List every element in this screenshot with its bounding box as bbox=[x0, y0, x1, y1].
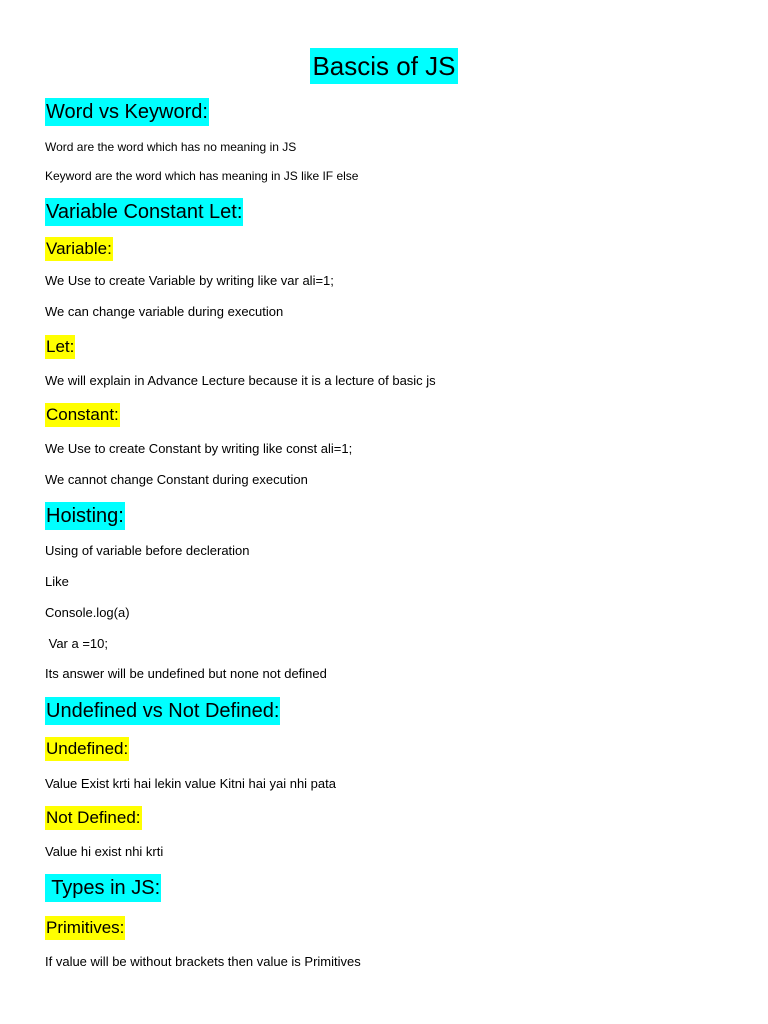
paragraph-hoisting-definition: Using of variable before decleration bbox=[45, 543, 250, 558]
paragraph-variable-change: We can change variable during execution bbox=[45, 304, 284, 319]
heading-types-in-js-row bbox=[45, 874, 161, 902]
paragraph-hoisting-answer: Its answer will be undefined but none not defined bbox=[45, 666, 327, 681]
heading-undefined-vs-not-defined: Undefined vs Not Defined: bbox=[45, 697, 280, 725]
paragraph-word-definition: Word are the word which has no meaning in JS bbox=[45, 140, 297, 154]
paragraph-keyword-definition: Keyword are the word which has meaning in JS like IF else bbox=[45, 169, 359, 183]
heading-word-vs-keyword-row bbox=[45, 98, 209, 126]
subheading-not-defined-row bbox=[45, 806, 142, 830]
subheading-undefined: Undefined: bbox=[45, 737, 129, 761]
subheading-undefined-row bbox=[45, 737, 129, 761]
paragraph-let-explain: We will explain in Advance Lecture because it is a lecture of basic js bbox=[45, 373, 436, 388]
subheading-not-defined: Not Defined: bbox=[45, 806, 142, 830]
subheading-let: Let: bbox=[45, 335, 75, 359]
heading-types-in-js: Types in JS: bbox=[45, 874, 161, 902]
heading-word-vs-keyword: Word vs Keyword: bbox=[45, 98, 209, 126]
paragraph-hoisting-like: Like bbox=[45, 574, 69, 589]
heading-hoisting-row bbox=[45, 502, 125, 530]
paragraph-hoisting-var: Var a =10; bbox=[45, 636, 108, 651]
paragraph-constant-create: We Use to create Constant by writing like const ali=1; bbox=[45, 441, 353, 456]
heading-undefined-vs-not-defined-row bbox=[45, 697, 280, 725]
paragraph-undefined-explain: Value Exist krti hai lekin value Kitni hai yai nhi pata bbox=[45, 776, 336, 791]
heading-variable-constant-let-row bbox=[45, 198, 243, 226]
paragraph-not-defined-explain: Value hi exist nhi krti bbox=[45, 844, 164, 859]
subheading-primitives-row bbox=[45, 916, 125, 940]
heading-hoisting: Hoisting: bbox=[45, 502, 125, 530]
subheading-let-row bbox=[45, 335, 75, 359]
subheading-variable: Variable: bbox=[45, 237, 113, 261]
title-container bbox=[0, 48, 768, 84]
subheading-variable-row bbox=[45, 237, 113, 261]
paragraph-variable-create: We Use to create Variable by writing like var ali=1; bbox=[45, 273, 334, 288]
subheading-constant: Constant: bbox=[45, 403, 120, 427]
subheading-primitives: Primitives: bbox=[45, 916, 125, 940]
heading-variable-constant-let: Variable Constant Let: bbox=[45, 198, 243, 226]
paragraph-hoisting-console: Console.log(a) bbox=[45, 605, 130, 620]
paragraph-constant-change: We cannot change Constant during execution bbox=[45, 472, 308, 487]
document-title: Bascis of JS bbox=[310, 48, 457, 84]
subheading-constant-row bbox=[45, 403, 120, 427]
paragraph-primitives-explain: If value will be without brackets then value is Primitives bbox=[45, 954, 361, 969]
